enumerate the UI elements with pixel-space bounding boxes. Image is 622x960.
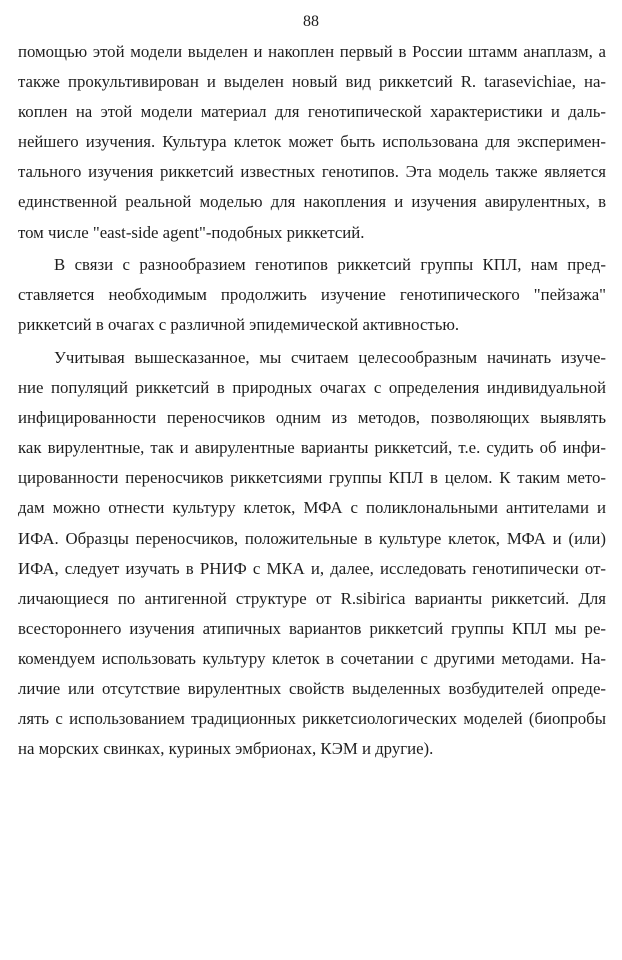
text-line: ИФА, следует изучать в РНИФ с МКА и, далее, исследовать генотипически от- bbox=[18, 558, 606, 578]
text-line: ИФА. Образцы переносчиков, положительные в культуре клеток, МФА и (или) bbox=[18, 528, 606, 548]
text-line: Учитывая вышесказанное, мы считаем целесообразным начинать изуче- bbox=[54, 348, 606, 367]
text-line: ние популяций риккетсий в природных очагах с определения индивидуальной bbox=[18, 378, 606, 398]
text-line: единственной реальной моделью для накопления и изучения авирулентных, в bbox=[18, 192, 606, 212]
paragraph-1 bbox=[18, 37, 606, 248]
text-line: риккетсий в очагах с различной эпидемической активностью. bbox=[18, 315, 460, 335]
text-line: личие или отсутствие вирулентных свойств выделенных возбудителей опреде- bbox=[18, 679, 606, 699]
text-line: В связи с разнообразием генотипов риккетсий группы КПЛ, нам пред- bbox=[54, 255, 606, 274]
text-line: дам можно отнести культуру клеток, МФА с поликлональными антителами и bbox=[18, 498, 606, 518]
text-line: цированности переносчиков риккетсиями группы КПЛ в целом. К таким мето- bbox=[18, 468, 606, 488]
paragraph-2 bbox=[18, 250, 606, 340]
text-line: ставляется необходимым продолжить изучение генотипического "пейзажа" bbox=[18, 285, 606, 305]
text-line: нейшего изучения. Культура клеток может быть использована для эксперимен- bbox=[18, 132, 606, 152]
paragraph-3 bbox=[18, 343, 606, 764]
text-line: коплен на этой модели материал для генотипической характеристики и даль- bbox=[18, 102, 606, 122]
text-line: том числе "east-side agent"-подобных риккетсий. bbox=[18, 222, 365, 242]
text-line: личающиеся по антигенной структуре от R.sibirica варианты риккетсий. Для bbox=[18, 588, 606, 608]
text-line: на морских свинках, куриных эмбрионах, КЭМ и другие). bbox=[18, 739, 434, 759]
text-line: инфицированности переносчиков одним из методов, позволяющих выявлять bbox=[18, 408, 606, 428]
text-line: тального изучения риккетсий известных генотипов. Эта модель также является bbox=[18, 162, 606, 182]
text-line: помощью этой модели выделен и накоплен первый в России штамм анаплазм, а bbox=[18, 42, 606, 61]
text-line: всестороннего изучения атипичных вариантов риккетсий группы КПЛ мы ре- bbox=[18, 618, 606, 638]
text-line: как вирулентные, так и авирулентные варианты риккетсий, т.е. судить об инфи- bbox=[18, 438, 606, 458]
text-line: также прокультивирован и выделен новый вид риккетсий R. tarasevichiae, на- bbox=[18, 72, 606, 92]
text-line: комендуем использовать культуру клеток в сочетании с другими методами. На- bbox=[18, 648, 606, 668]
page-number: 88 bbox=[303, 13, 319, 30]
text-line: лять с использованием традиционных риккетсиологических моделей (биопробы bbox=[18, 709, 606, 729]
